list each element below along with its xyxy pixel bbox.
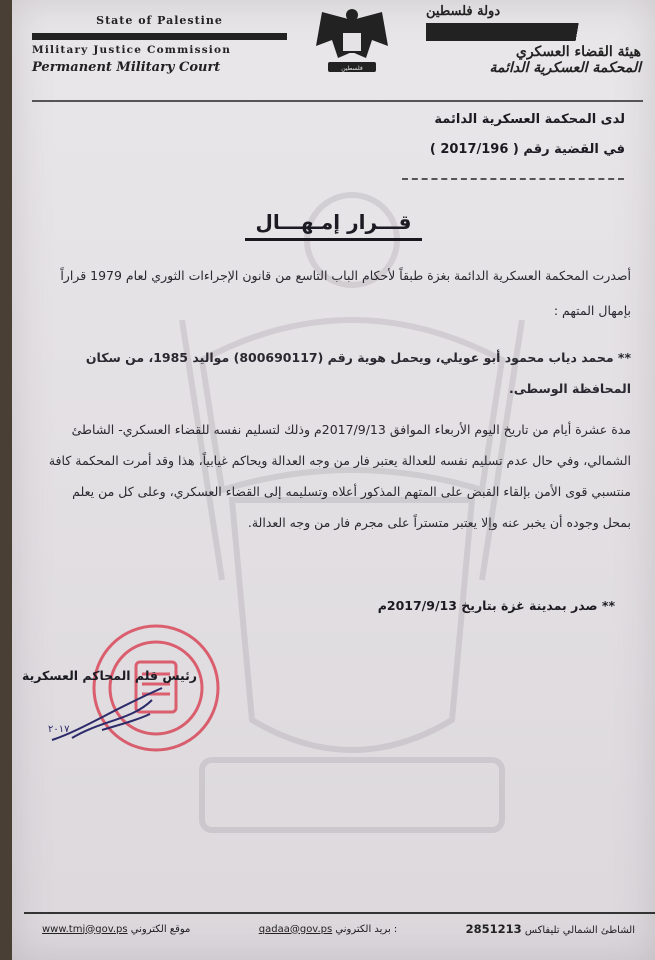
footer-divider [24,912,655,914]
commission-name-ar: هيئة القضاء العسكري [515,44,641,60]
issue-date: ** صدر بمدينة غزة بتاريخ 2017/9/13م [377,598,615,613]
case-number: في القضية رقم ( 2017/196 ) [429,142,625,157]
paragraph-order: مدة عشرة أيام من تاريخ اليوم الأربعاء الموافق 2017/9/13م وذلك لتسليم نفسه للقضاء العسكري- الشاطئ الشمالي، وفي حال عدم تسليم نفسه للعدالة يعتبر فار من وجه العدالة ويحاكم غيابياً، هذا وقد أمرت المحكمة كافة منتسبي قوى الأمن بإلقاء القبض على المتهم المذكور أعلاه وتسليمه إلى القضاء العسكري، وعلى كل من يعلم بمحل وجوده أن يخبر عنه وإلا يعتبر متستراً على مجرم فار من وجه العدالة. [48,422,631,530]
signature-icon [42,680,172,750]
state-name-en: State of Palestine [96,14,223,27]
fax-group [466,922,635,936]
email-link[interactable]: qadaa@gov.ps [258,923,333,935]
svg-text:فلسطين: فلسطين [341,65,363,72]
english-letterhead [32,14,287,75]
email-label: بريد الكتروني : [335,923,398,935]
court-addressee: لدى المحكمة العسكرية الدائمة [434,112,625,127]
website-label: موقع الكتروني [130,923,191,935]
dotted-rule [402,178,624,180]
commission-name-en: Military Justice Commission [32,44,232,56]
footer [42,920,635,938]
svg-text:٢٠١٧: ٢٠١٧ [48,724,70,735]
state-name-ar: دولة فلسطين [426,4,501,19]
letterhead-bar-ar [426,23,641,41]
fax-number: 2851213 [465,922,522,936]
website-group [42,924,190,935]
court-name-en: Permanent Military Court [32,60,221,75]
paragraph-defendant: ** محمد دياب محمود أبو عويلي، ويحمل هوية رقم (800690117) مواليد 1985، من سكان المحافظة الوسطى. [85,350,631,396]
document-title: قـــرار إمـهـــال [12,210,655,234]
fax-label: الشاطئ الشمالي تليفاكس [524,925,635,936]
palestine-eagle-emblem-icon [312,6,392,78]
signer-title: رئيس قلم المحاكم العسكرية [21,668,197,683]
website-link[interactable]: www.tmj@gov.ps [42,923,128,935]
letterhead-bar [32,33,287,40]
document-body [42,258,631,538]
email-group [259,924,398,935]
paragraph-intro: أصدرت المحكمة العسكرية الدائمة بغزة طبقاً لأحكام الباب التاسع من قانون الإجراءات الثوري لعام 1979 قراراً بإمهال المتهم : [60,268,631,318]
document-page [12,0,655,960]
arabic-letterhead [426,4,641,76]
header-divider [32,100,643,102]
court-name-ar: المحكمة العسكرية الدائمة [489,60,641,76]
